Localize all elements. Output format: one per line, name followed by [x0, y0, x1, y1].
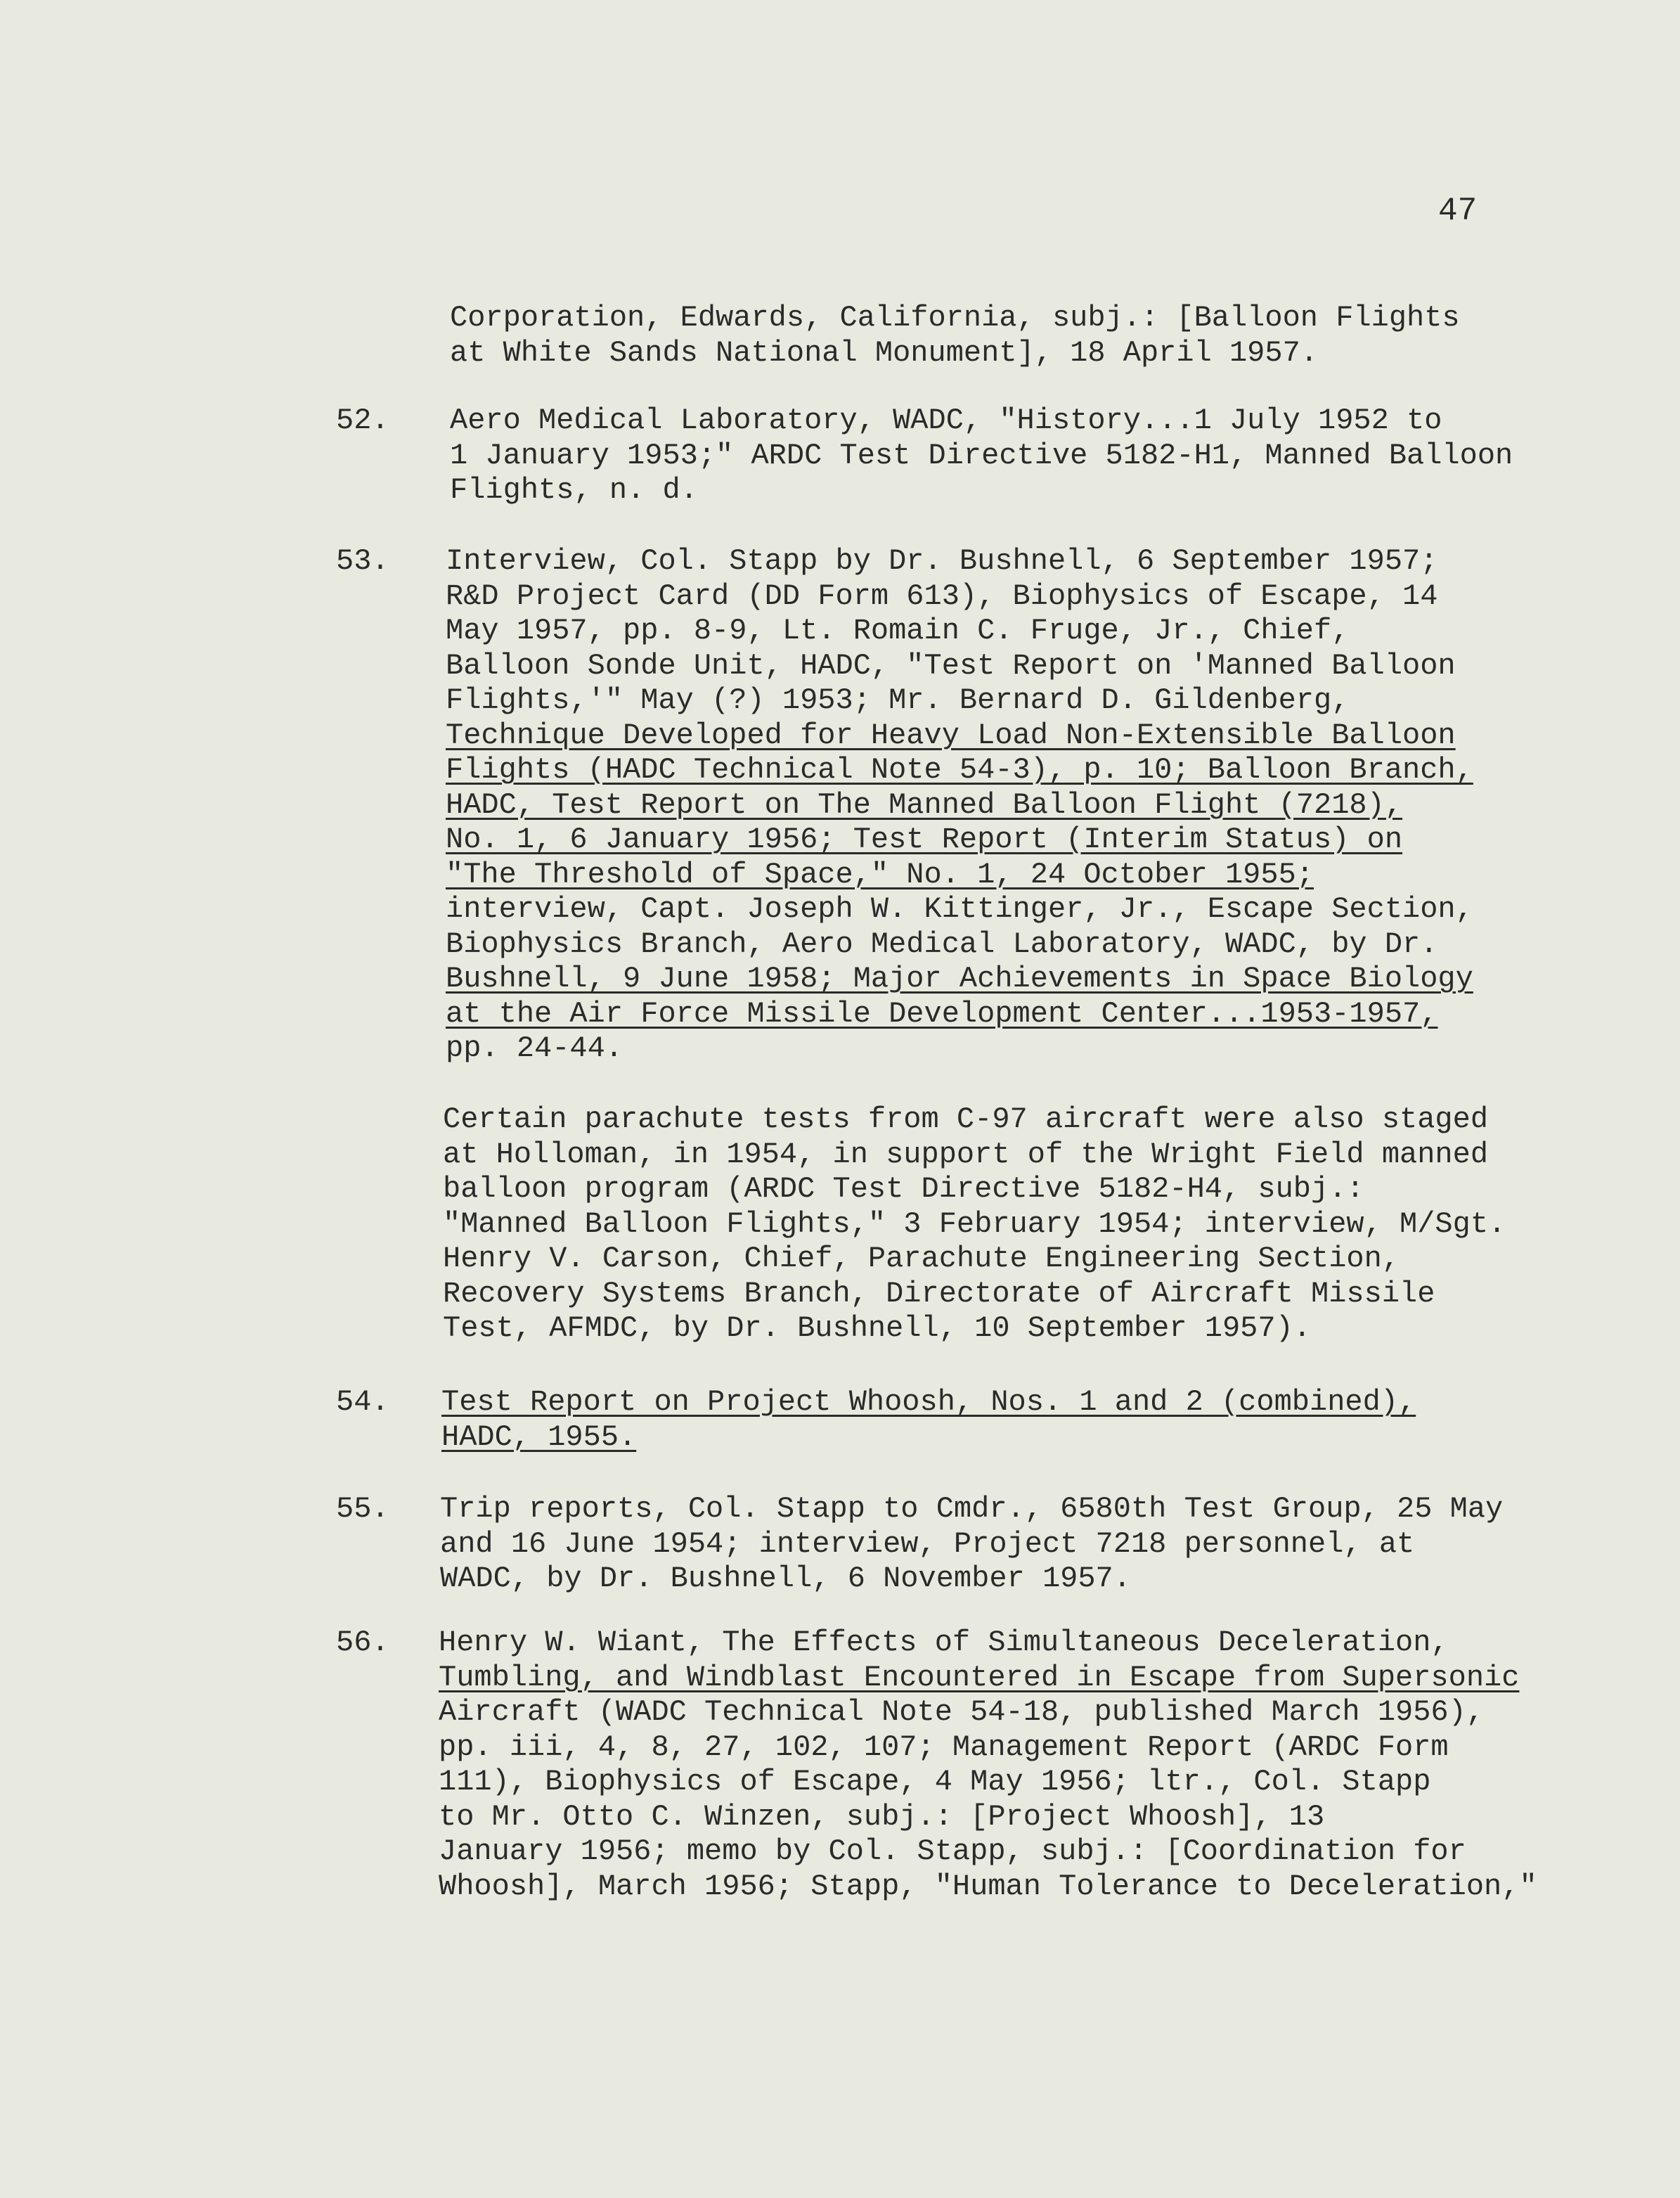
footnote-text	[440, 1492, 1503, 1597]
footnote-text	[446, 544, 1473, 1067]
text-line-underlined: Test Report on Project Whoosh, Nos. 1 and 2 (combined),	[441, 1385, 1416, 1419]
text-line: Test, AFMDC, by Dr. Bushnell, 10 September 1957).	[443, 1311, 1312, 1345]
text-line: WADC, by Dr. Bushnell, 6 November 1957.	[440, 1562, 1131, 1595]
footnote-number: 52.	[336, 404, 389, 437]
text-line-underlined: HADC, Test Report on The Manned Balloon Flight (7218),	[446, 788, 1403, 822]
text-line: Interview, Col. Stapp by Dr. Bushnell, 6 September 1957;	[446, 544, 1438, 578]
footnote-text	[450, 404, 1513, 508]
text-line-underlined: at the Air Force Missile Development Center...1953-1957,	[446, 996, 1438, 1031]
footnote-number: 54.	[336, 1385, 389, 1419]
text-line: interview, Capt. Joseph W. Kittinger, Jr., Escape Section,	[446, 892, 1473, 926]
text-line: balloon program (ARDC Test Directive 5182-H4, subj.:	[443, 1172, 1364, 1206]
text-line: "Manned Balloon Flights," 3 February 1954; interview, M/Sgt.	[443, 1207, 1506, 1241]
text-line: R&D Project Card (DD Form 613), Biophysics of Escape, 14	[446, 579, 1438, 613]
text-line: Recovery Systems Branch, Directorate of Aircraft Missile	[443, 1276, 1435, 1311]
text-line-underlined: HADC, 1955.	[441, 1420, 637, 1454]
text-line: Aircraft (WADC Technical Note 54-18, published March 1956),	[439, 1695, 1485, 1729]
footnote-number: 55.	[336, 1492, 389, 1526]
footnote-number: 53.	[336, 544, 389, 578]
page-number: 47	[1438, 193, 1478, 229]
text-line: Biophysics Branch, Aero Medical Laboratory, WADC, by Dr.	[446, 927, 1438, 961]
text-line-underlined: Bushnell, 9 June 1958; Major Achievements in Space Biology	[446, 962, 1473, 996]
text-line-underlined: No. 1, 6 January 1956; Test Report (Interim Status) on	[446, 823, 1403, 856]
footnote-number: 56.	[336, 1626, 389, 1659]
text-line: 111), Biophysics of Escape, 4 May 1956; ltr., Col. Stapp	[439, 1765, 1431, 1799]
text-line-underlined: Tumbling, and Windblast Encountered in Escape from Supersonic	[439, 1660, 1520, 1695]
text-line: January 1956; memo by Col. Stapp, subj.: [Coordination for	[439, 1834, 1466, 1868]
text-line-underlined: Flights (HADC Technical Note 54-3), p. 10; Balloon Branch,	[446, 753, 1473, 787]
text-line: Flights,'" May (?) 1953; Mr. Bernard D. Gildenberg,	[446, 683, 1350, 717]
text-line: and 16 June 1954; interview, Project 7218 personnel, at	[440, 1527, 1415, 1561]
text-line: at White Sands National Monument], 18 April 1957.	[450, 335, 1319, 370]
text-line-underlined: "The Threshold of Space," No. 1, 24 October 1955;	[446, 857, 1314, 892]
text-line: Whoosh], March 1956; Stapp, "Human Tolerance to Deceleration,"	[439, 1869, 1537, 1903]
text-line: May 1957, pp. 8-9, Lt. Romain C. Fruge, Jr., Chief,	[446, 614, 1350, 648]
footnote-paragraph	[443, 1103, 1506, 1347]
text-line: 1 January 1953;" ARDC Test Directive 5182-H1, Manned Balloon	[450, 438, 1513, 473]
footnote-text	[441, 1385, 1416, 1455]
text-line: Corporation, Edwards, California, subj.: [Balloon Flights	[450, 301, 1460, 335]
text-line: Henry V. Carson, Chief, Parachute Engineering Section,	[443, 1242, 1400, 1275]
text-line: pp. 24-44.	[446, 1031, 623, 1065]
footnote-text	[439, 1626, 1537, 1904]
text-line: to Mr. Otto C. Winzen, subj.: [Project Whoosh], 13	[439, 1799, 1325, 1834]
text-line-underlined: Technique Developed for Heavy Load Non-Extensible Balloon	[446, 718, 1456, 752]
text-line: Trip reports, Col. Stapp to Cmdr., 6580th Test Group, 25 May	[440, 1492, 1504, 1526]
text-line: Balloon Sonde Unit, HADC, "Test Report on 'Manned Balloon	[446, 648, 1456, 683]
text-line: Aero Medical Laboratory, WADC, "History...1 July 1952 to	[450, 404, 1442, 437]
text-line: pp. iii, 4, 8, 27, 102, 107; Management Report (ARDC Form	[439, 1730, 1449, 1764]
text-line: Henry W. Wiant, The Effects of Simultaneous Deceleration,	[439, 1626, 1449, 1659]
continuation-text	[450, 301, 1460, 371]
text-line: Certain parachute tests from C-97 aircraft were also staged	[443, 1103, 1489, 1136]
text-line: Flights, n. d.	[450, 473, 698, 507]
text-line: at Holloman, in 1954, in support of the Wright Field manned	[443, 1137, 1489, 1171]
